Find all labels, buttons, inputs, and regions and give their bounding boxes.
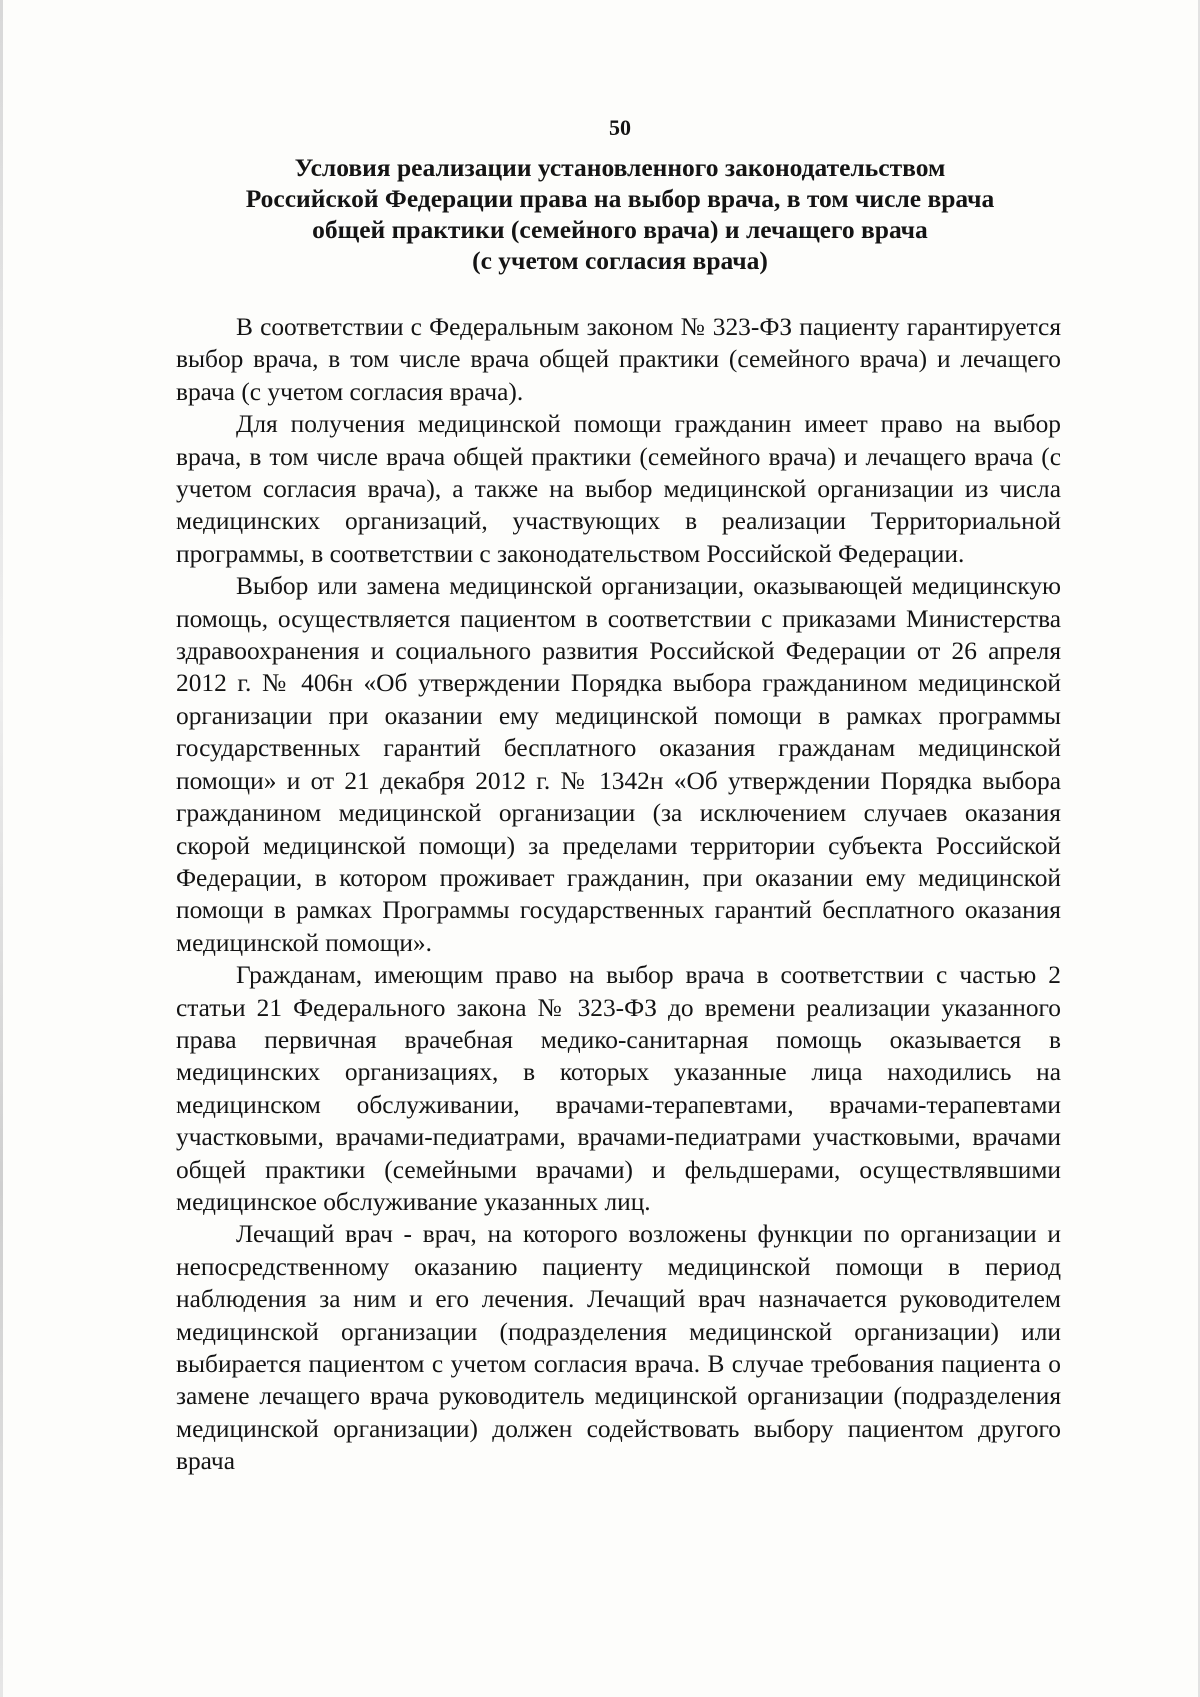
body-text (176, 311, 1061, 1478)
paragraph-right-to-choose: Для получения медицинской помощи гражданин имеет право на выбор врача, в том числе врача общей практики (семейного врача) и лечащего врача (с учетом согласия врача), а также на выбор медицинской организации из числа медицинских организаций, участвующих в реализации Территориальной программы, в соответствии с законодательством Российской Федерации. (176, 410, 1061, 568)
paragraph-attending-physician: Лечащий врач - врач, на которого возложены функции по организации и непосредственному оказанию пациенту медицинской помощи в период наблюдения за ним и его лечения. Лечащий врач назначается руководителем медицинской организации (подразделения медицинской организации) или выбирается пациентом с учетом согласия врача. В случае требования пациента о замене лечащего врача руководитель медицинской организации (подразделения медицинской организации) должен содействовать выбору пациентом другого врача (176, 1220, 1061, 1476)
heading-line-2: Российской Федерации права на выбор врача, в том числе врача (245, 184, 995, 213)
heading-line-1: Условия реализации установленного законодательством (294, 153, 946, 182)
page-number: 50 (609, 115, 631, 140)
paragraph-organization-change: Выбор или замена медицинской организации, оказывающей медицинскую помощь, осуществляется пациентом в соответствии с приказами Министерства здравоохранения и социального развития Российской Федерации от 26 апреля 2012 г. № 406н «Об утверждении Порядка выбора гражданином медицинской организации при оказании ему медицинской помощи в рамках программы государственных гарантий бесплатного оказания гражданам медицинской помощи» и от 21 декабря 2012 г. № 1342н «Об утверждении Порядка выбора гражданином медицинской организации (за исключением случаев оказания скорой медицинской помощи) за пределами территории субъекта Российской Федерации, в котором проживает гражданин, при оказании ему медицинской помощи в рамках Программы государственных гарантий бесплатного оказания медицинской помощи». (176, 572, 1061, 957)
heading-line-3: общей практики (семейного врача) и лечащего врача (312, 215, 928, 244)
heading-line-4: (с учетом согласия врача) (472, 246, 768, 275)
paragraph-doctor-choice-law: В соответствии с Федеральным законом № 323-ФЗ пациенту гарантируется выбор врача, в том числе врача общей практики (семейного врача) и лечащего врача (с учетом согласия врача). (176, 313, 1061, 406)
section-heading (170, 152, 1070, 276)
scan-edge-left (0, 0, 3, 1697)
paragraph-primary-care: Гражданам, имеющим право на выбор врача в соответствии с частью 2 статьи 21 Федерального закона № 323-ФЗ до времени реализации указанного права первичная врачебная медико-санитарная помощь оказывается в медицинских организациях, в которых указанные лица находились на медицинском обслуживании, врачами-терапевтами, врачами-терапевтами участковыми, врачами-педиатрами, врачами-педиатрами участковыми, врачами общей практики (семейными врачами) и фельдшерами, осуществлявшими медицинское обслуживание указанных лиц. (176, 961, 1061, 1216)
